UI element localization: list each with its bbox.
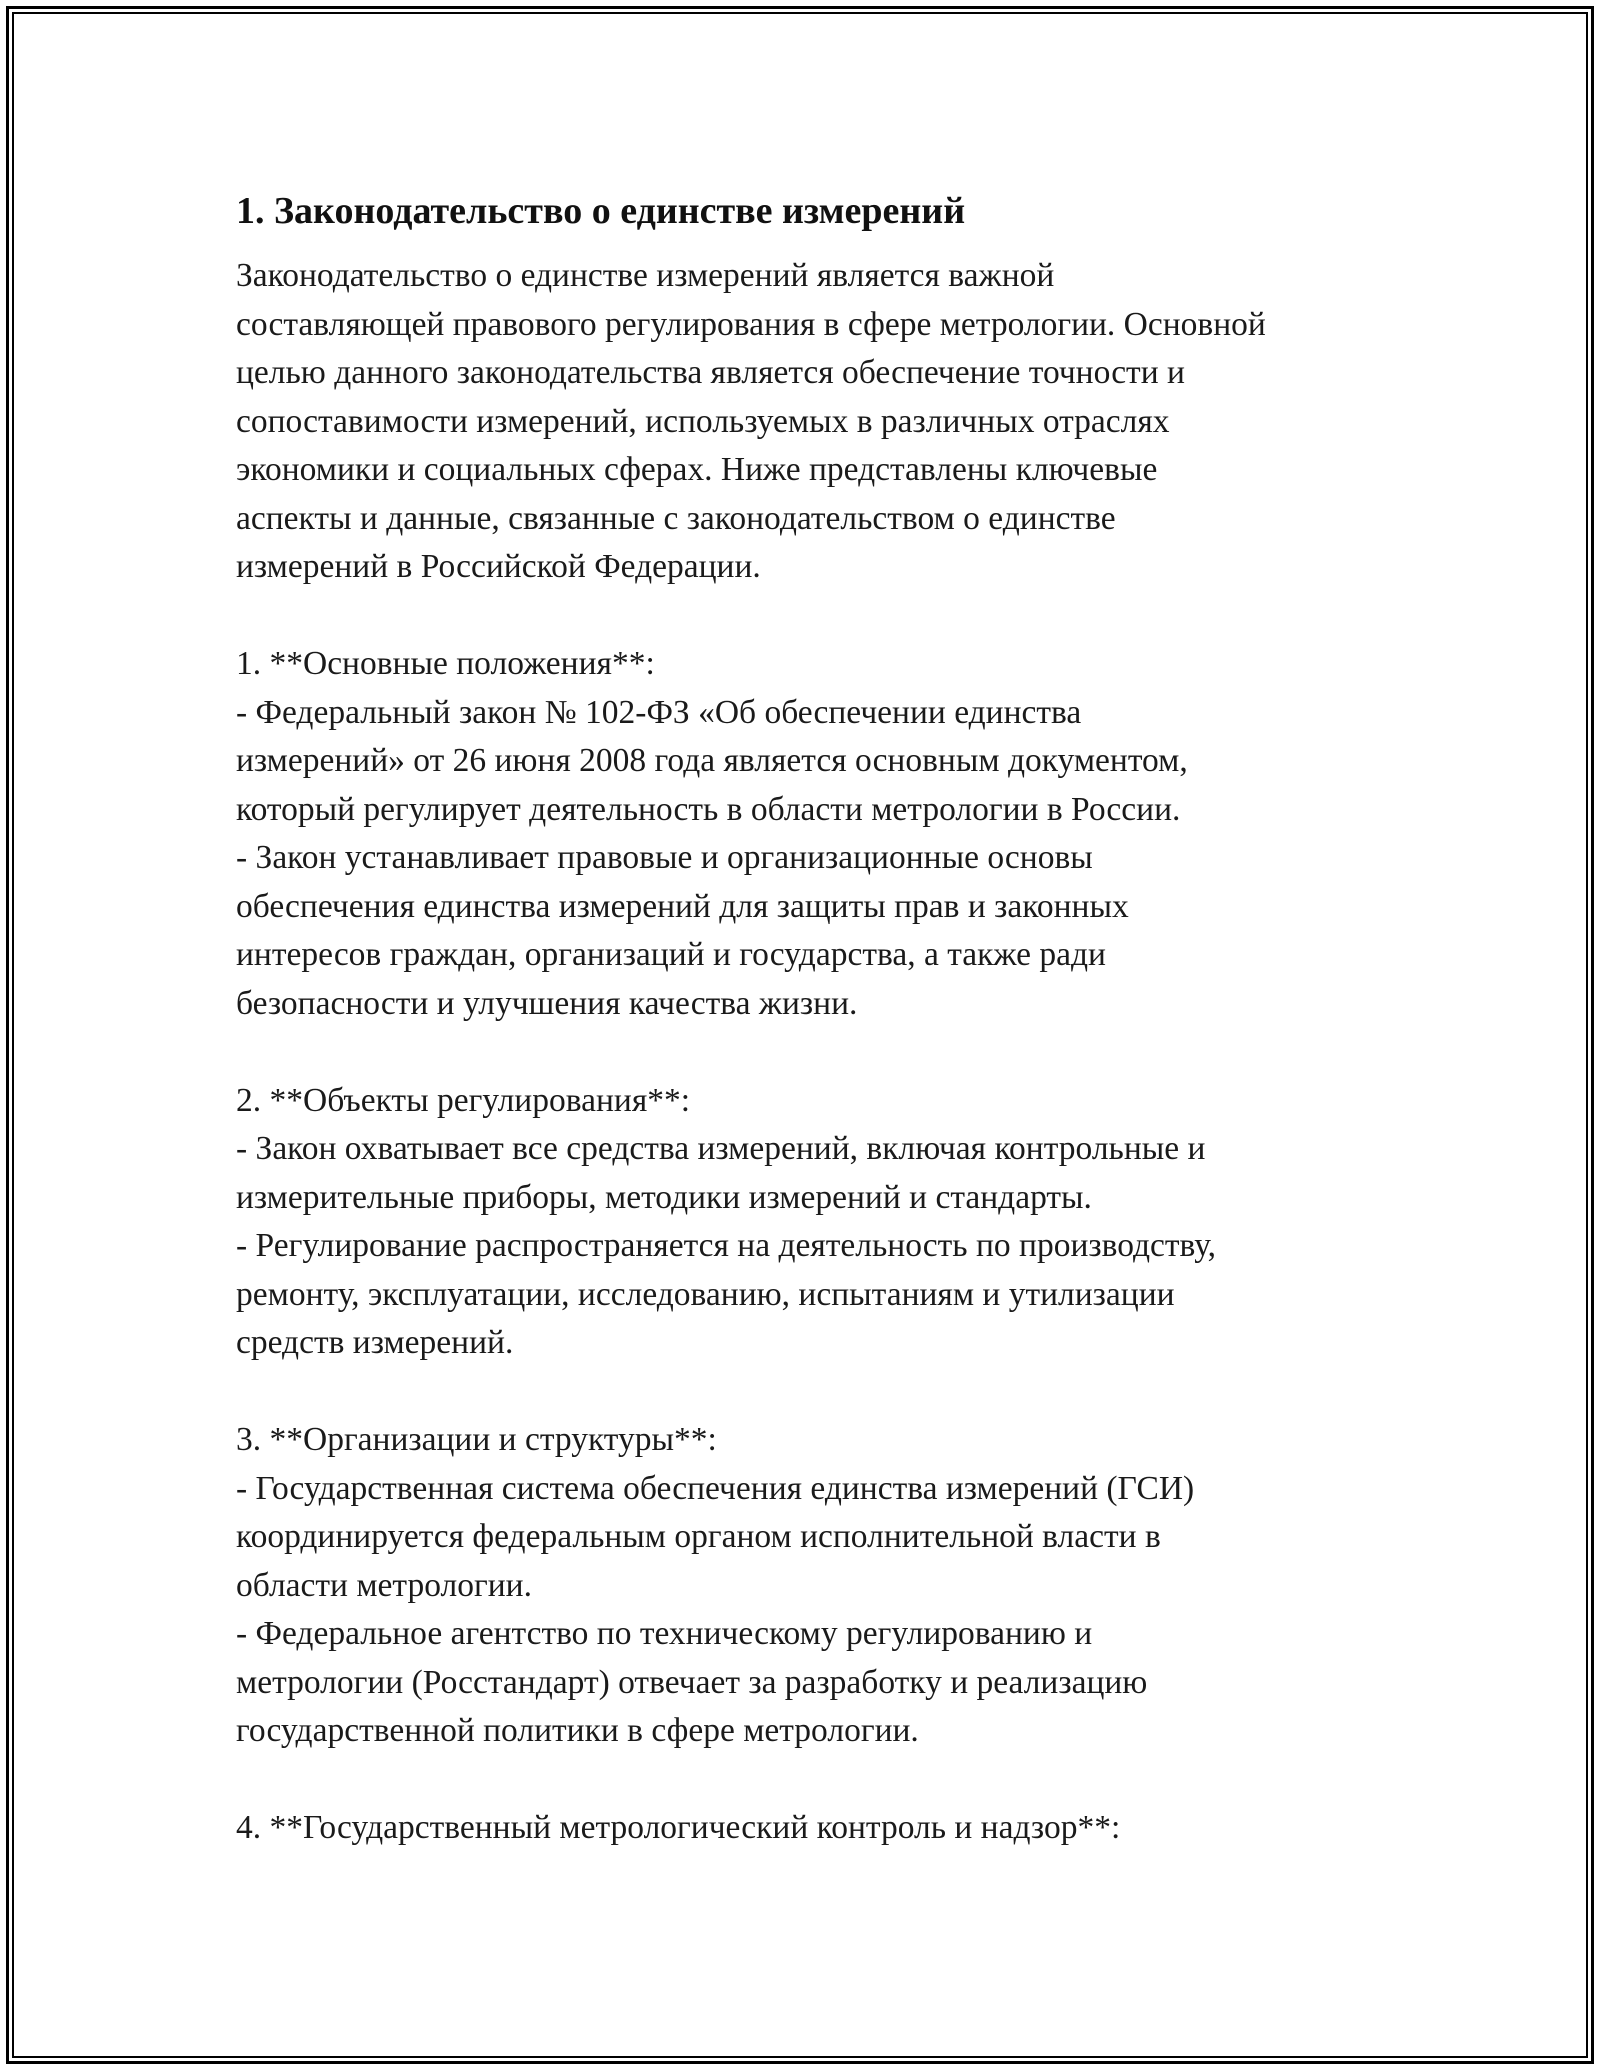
intro-paragraph: Законодательство о единстве измерений является важной составляющей правового регулирования в сфере метрологии. Основной целью данного законодательства является обеспечение точности и сопоставимости измерений, используемых в различных отраслях экономики и социальных сферах. Ниже представлены ключевые аспекты и данные, связанные с законодательством о единстве измерений в Российской Федерации. xyxy=(236,257,1266,585)
document-body: 1. **Основные положения**: - Федеральный закон № 102-ФЗ «Об обеспечении единства измерений» от 26 июня 2008 года является основным документом, который регулирует деятельность в области метрологии в России. - Закон устанавливает правовые и организационные основы обеспечения единства измерений для защиты прав и законных интересов граждан, организаций и государства, а также ради безопасности и улучшения качества жизни. 2. **Объекты регулирования**: - Закон охватывает все средства измерений, включая контрольные и измерительные приборы, методики измерений и стандарты. - Регулирование распространяется на деятельность по производству, ремонту, эксплуатации, исследованию, испытаниям и утилизации средств измерений. 3. **Организации и структуры**: - Государственная система обеспечения единства измерений (ГСИ) координируется федеральным органом исполнительной власти в области метрологии. - Федеральное агентство по техническому регулированию и метрологии (Росстандарт) отвечает за разработку и реализацию государственной политики в сфере метрологии. 4. **Государственный метрологический контроль и надзор**: xyxy=(236,645,1216,1846)
document-page xyxy=(236,186,1386,1853)
document-title: 1. Законодательство о единстве измерений xyxy=(236,190,966,232)
